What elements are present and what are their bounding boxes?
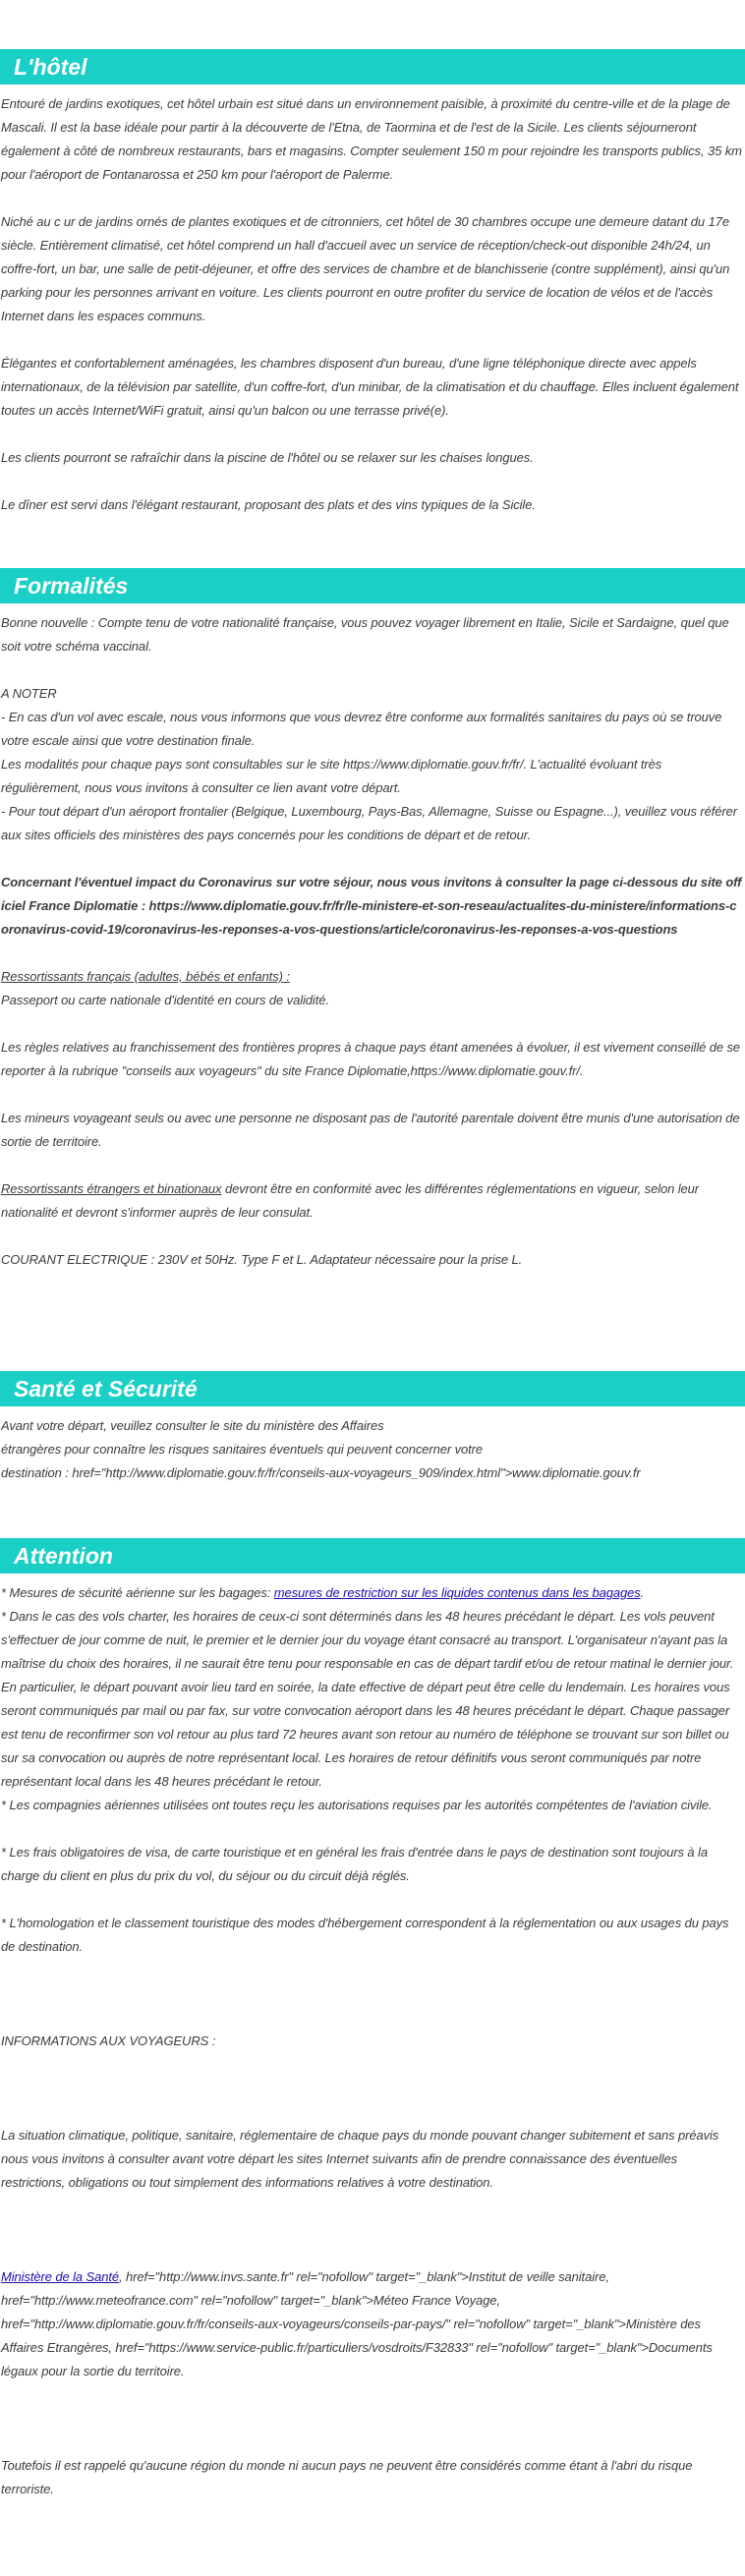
section-header-formalites xyxy=(0,568,745,603)
section-title-formalites: Formalités xyxy=(14,573,129,599)
bagages-suffix: . xyxy=(640,1585,645,1600)
etrangers-label: Ressortissants étrangers et binationaux xyxy=(1,1181,222,1196)
section-header-sante xyxy=(0,1371,745,1406)
section-header-attention xyxy=(0,1538,745,1574)
attention-charters: * Dans le cas des vols charter, les horaires de ceux-ci sont déterminés dans les 48 heures précédant le départ. Les vols peuvent s'effectuer de jour comme de nuit, le premier et le dernier jour du voyage étant consacré au transport. L'organisateur n'ayant pas la maîtrise du choix des horaires, il ne saurait être tenu pour responsable en cas de départ tardif et/ou de retour matinal le dernier jour. En particulier, le départ pouvant avoir lieu tard en soirée, la date effective de départ peut être celle du lendemain. Les horaires vous seront communiqués par mail ou par fax, sur votre convocation aéroport dans les 48 heures précédant le départ. Chaque passager est tenu de reconfirmer son vol retour au plus tard 72 heures avant son retour au numéro de téléphone se trouvant sur son billet ou sur sa convocation ou auprès de notre représentant local. Les horaires de retour définitifs vous seront communiqués par notre représentant local dans les 48 heures précédant le retour. * Les compagnies aériennes utilisées ont toutes reçu les autorisations requises par les autorités compétentes de l'aviation civile. xyxy=(1,1609,734,1812)
bagages-prefix: * Mesures de sécurité aérienne sur les bagages: xyxy=(1,1585,274,1600)
formalites-covid-notice: Concernant l'éventuel impact du Coronavirus sur votre séjour, nous vous invitons à consulter la page ci-dessous du site officiel France Diplomatie : https://www.diplomatie.gouv.fr/fr/le-ministere-et-son-reseau/actualites-du-ministere/informations-coronavirus-covid-19/coronavirus-les-reponses-a-vos-questions/article/coronavirus-les-reponses-a-vos-questions xyxy=(1,875,742,937)
attention-terrorisme: Toutefois il est rappelé qu'aucune région du monde ni aucun pays ne peuvent être considérés comme étant à l'abri du risque terroriste. xyxy=(1,2458,693,2496)
section-body-sante xyxy=(0,1414,745,1485)
hotel-paragraph-4: Les clients pourront se rafraîchir dans la piscine de l'hôtel ou se relaxer sur les chaises longues. xyxy=(1,450,534,465)
hotel-paragraph-1: Entouré de jardins exotiques, cet hôtel urbain est situé dans un environnement paisible, à proximité du centre-ville et de la plage de Mascali. Il est la base idéale pour partir à la découverte de l'Etna, de Taormina et de l'est de la Sicile. Les clients séjourneront également à côté de nombreux restaurants, bars et magasins. Compter seulement 150 m pour rejoindre les transports publics, 35 km pour l'aéroport de Fontanarossa et 250 km pour l'aéroport de Palerme. xyxy=(1,96,742,182)
formalites-mineurs: Les mineurs voyageant seuls ou avec une personne ne disposant pas de l'autorité parentale doivent être munis d'une autorisation de sortie de territoire. xyxy=(1,1111,740,1149)
ressortissants-fr-text: Passeport ou carte nationale d'identité en cours de validité. xyxy=(1,993,329,1007)
bagages-restriction-link[interactable]: mesures de restriction sur les liquides contenus dans les bagages xyxy=(273,1585,641,1600)
attention-bagages xyxy=(1,1581,743,1605)
formalites-good-news: Bonne nouvelle : Compte tenu de votre nationalité française, vous pouvez voyager librement en Italie, Sicile et Sardaigne, quel que soit votre schéma vaccinal. xyxy=(1,615,729,654)
section-body-formalites xyxy=(0,611,745,1272)
sante-line-2: étrangères pour connaître les risques sanitaires éventuels qui peuvent concerner votre xyxy=(1,1442,484,1457)
hotel-paragraph-5: Le dîner est servi dans l'élégant restaurant, proposant des plats et des vins typiques de la Sicile. xyxy=(1,497,536,512)
ministere-sante-link[interactable]: Ministère de la Santé xyxy=(1,2269,120,2284)
hotel-paragraph-2: Niché au c ur de jardins ornés de plantes exotiques et de citronniers, cet hôtel de 30 chambres occupe une demeure datant du 17e siècle. Entièrement climatisé, cet hôtel comprend un hall d'accueil avec un service de réception/check-out disponible 24h/24, un coffre-fort, un bar, une salle de petit-déjeuner, et offre des services de chambre et de blanchisserie (contre supplément), ainsi qu'un parking pour les personnes arrivant en voiture. Les clients pourront en outre profiter du service de location de vélos et de l'accès Internet dans les espaces communs. xyxy=(1,214,730,323)
formalites-ressortissants-fr xyxy=(1,965,743,1012)
formalites-etrangers xyxy=(1,1177,743,1225)
ministere-rest: , href="http://www.invs.sante.fr" rel="nofollow" target="_blank">Institut de veille sanitaire, href="http://www.meteofrance.com" rel="nofollow" target="_blank">Méteo France Voyage, href="http://www.diplomatie.gouv.fr/fr/conseils-aux-voyageurs/conseils-par-pays/" rel="nofollow" target="_blank">Ministère des Affaires Etrangères, href="https://www.service-public.fr/particuliers/vosdroits/F32833" rel="nofollow" target="_blank">Documents légaux pour la sortie du territoire. xyxy=(1,2269,713,2378)
section-title-sante: Santé et Sécurité xyxy=(14,1376,198,1402)
attention-frais: * Les frais obligatoires de visa, de carte touristique et en général les frais d'entrée dans le pays de destination sont toujours à la charge du client en plus du prix du vol, du séjour ou du circuit déjà réglés. xyxy=(1,1845,708,1883)
ressortissants-fr-label: Ressortissants français (adultes, bébés et enfants) : xyxy=(1,969,290,984)
section-body-attention xyxy=(0,1581,745,2501)
formalites-a-noter: A NOTER - En cas d'un vol avec escale, nous vous informons que vous devrez être conforme aux formalités sanitaires du pays où se trouve votre escale ainsi que votre destination finale. Les modalités pour chaque pays sont consultables sur le site https://www.diplomatie.gouv.fr/fr/. L'actualité évoluant très régulièrement, nous vous invitons à consulter ce lien avant votre départ. - Pour tout départ d'un aéroport frontalier (Belgique, Luxembourg, Pays-Bas, Allemagne, Suisse ou Espagne...), veuillez vous référer aux sites officiels des ministères des pays concernés pour les conditions de départ et de retour. xyxy=(1,686,737,842)
attention-situation: La situation climatique, politique, sanitaire, réglementaire de chaque pays du monde pouvant changer subitement et sans préavis nous vous invitons à consulter avant votre départ les sites Internet suivants afin de prendre connaissance des éventuelles restrictions, obligations ou tout simplement des informations relatives à votre destination. xyxy=(1,2128,719,2190)
hotel-paragraph-3: Élégantes et confortablement aménagées, les chambres disposent d'un bureau, d'une ligne téléphonique directe avec appels internationaux, de la télévision par satellite, d'un coffre-fort, d'un minibar, de la climatisation et du chauffage. Elles incluent également toutes un accès Internet/WiFi gratuit, ainsi qu'un balcon ou une terrasse privé(e). xyxy=(1,356,739,418)
section-body-hotel xyxy=(0,92,745,517)
etrangers-text: devront être en conformité avec les différentes réglementations en vigueur, selon leur nationalité et devront s'informer auprès de leur consulat. xyxy=(1,1181,700,1220)
sante-line-3: destination : href="http://www.diplomatie.gouv.fr/fr/conseils-aux-voyageurs_909/index.html">www.diplomatie.gouv.fr xyxy=(1,1465,641,1480)
attention-ministere xyxy=(1,2265,743,2383)
formalites-regles: Les règles relatives au franchissement des frontières propres à chaque pays étant amenées à évoluer, il est vivement conseillé de se reporter à la rubrique "conseils aux voyageurs" du site France Diplomatie,https://www.diplomatie.gouv.fr/. xyxy=(1,1040,741,1078)
attention-infos-title: INFORMATIONS AUX VOYAGEURS : xyxy=(1,2033,216,2048)
attention-homologation: * L'homologation et le classement touristique des modes d'hébergement correspondent à la réglementation ou aux usages du pays de destination. xyxy=(1,1916,729,1954)
formalites-courant: COURANT ELECTRIQUE : 230V et 50Hz. Type F et L. Adaptateur nécessaire pour la prise L. xyxy=(1,1252,523,1267)
section-header-hotel xyxy=(0,49,745,85)
section-title-hotel: L'hôtel xyxy=(14,54,87,80)
sante-line-1: Avant votre départ, veuillez consulter le site du ministère des Affaires xyxy=(1,1418,384,1433)
section-title-attention: Attention xyxy=(14,1543,113,1569)
